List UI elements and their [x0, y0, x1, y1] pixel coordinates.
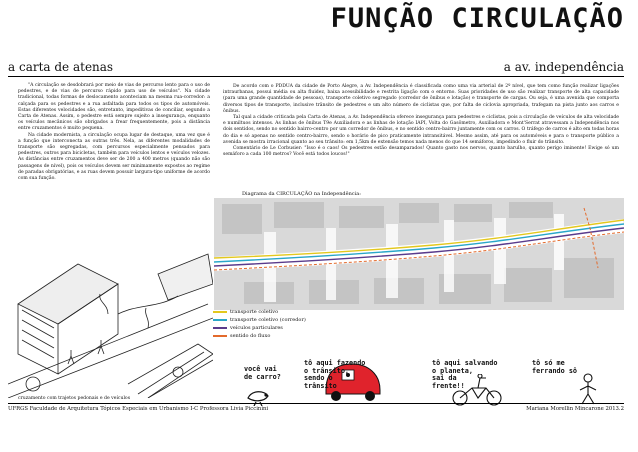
left-paragraph: "A circulação se desdobrará por meio de vias de percurso lento para o uso de pedestres, e de vias de percurso rápido para uso de veículos". Na cidade tradicional, todas formas de deslocamento aconteciam na mesma rua-corredor: a calçada para os pedestres e a rua asfaltada para todos os tipos de automóveis. Estas diferentes velocidades são, entretanto, impeditivas de conciliar, segundo a Carta de Atenas. Assim, o pedestre está sempre sujeito a insegurança, enquanto os veículos mecânicos são obrigados a frear frequentemente, pois a distância entre cruzamentos é muito pequena. — [18, 83, 210, 132]
right-text-column — [223, 84, 619, 158]
diagram-legend — [213, 308, 306, 340]
intersection-sketch — [8, 244, 213, 398]
legend-swatch — [213, 335, 227, 337]
speech-bubble-4: tô só me ferrando sô — [532, 359, 578, 375]
footer-rule — [8, 403, 624, 404]
right-paragraph: Comentário de Le Corbusier: "Isso é o caos! Os pedestres estão desamparados! Quanto gasto nos nervos, quanto barulho, quanto perigo iminente! Ewige só um semáforo a cada 100 metros? Você está todos loucos!" — [223, 146, 619, 158]
legend-item — [213, 308, 306, 316]
right-paragraph: Tal qual a cidade criticada pela Carta de Atenas, a Av. Independência oferece insegurança para pedestres e ciclistas, pois a circulação de veículos de alta velocidade e numiltuos intensos. As linhas de ônibus T9e Auxiliadora e as linhas de lotação IAPI, Volta do Gasômetro, Auxiliadora e Mont'Serrat atravessam a Independência nos dois sentidos, sendo no sentido bairro-centro por um corredor de ônibus, e no sentido centro-bairro juntamente com os carros. O tráfego de carros é alto em todas horas do dia e só apenas no sentido centro-bairro, sendo o horário de pico praticamente intransitável. Mesmo assim, até para os automóveis e para o transporte público a avenida se mostra irracional quanto ao seu trânsito: em 1,5km de extensão temos nada menos do que 14 semáforos, impedindo o fluir do trânsito. — [223, 115, 619, 145]
avenue-map — [214, 198, 624, 310]
footer-author: Mariana Morellin Mincarone 2013.2 — [526, 406, 624, 412]
page-title: FUNÇÃO CIRCULAÇÃO — [330, 3, 624, 34]
pedestrian-figure — [568, 372, 608, 406]
sketch-caption: cruzamento com trajetos pedonais e de veículos — [18, 396, 131, 401]
left-paragraph: Na cidade modernista, a circulação ocupa lugar de destaque, uma vez que é a função que interconecta as outras três. Nela, as diferentes modalidades de transporte são segregadas, com percursos especialmente pensados para pedestres, outros para bicicletas, também para veículos lentos e veículos velozes. As distâncias entre cruzamentos deve ser de 200 a 400 metros (quando não são passagens de nível), pois os veículos devem ser minimamente expostos ao regime de paradas obrigatórias, e as ruas devem possuir largura-tipo uniforme de acordo com sua função. — [18, 132, 210, 182]
subtitle-right: a av. independência — [503, 60, 624, 74]
legend-label: transporte coletivo — [230, 309, 279, 315]
legend-swatch — [213, 327, 227, 329]
legend-swatch — [213, 319, 227, 321]
right-paragraph: De acordo com o PDDUA da cidade de Porto Alegre, a Av. Independência é classificada como uma via arterial de 2º nível, que tem como função realizar ligações intraurbanas, possui média ou alta fluidez, baixa acessibilidade e restrita ligação com o entorno. Suas prioridades de uso são realizar transporte de alta capacidade (para uma grande quantidade de pessoas), transporte coletivo segregado (corredor de ônibus e lotação) e transporte de cargas. Ou seja, é uma avenida que comporta diversos tipos de transporte, inclusive trânsito de pedestres e um alto número de ciclistas que, por falta de ciclovia apropriada, trafegam na pista junto aos carros e ônibus. — [223, 84, 619, 114]
legend-item — [213, 324, 306, 332]
legend-swatch — [213, 311, 227, 313]
legend-label: sentido do fluxo — [230, 333, 271, 339]
diagram-label: Diagrama da CIRCULAÇÃO na Independência: — [242, 191, 361, 197]
legend-item — [213, 332, 306, 340]
subtitle-left: a carta de atenas — [8, 60, 114, 74]
speech-bubble-1: você vai de carro? — [244, 365, 281, 381]
speech-bubble-3: tô aqui salvando o planeta, sai da frente!! — [432, 359, 498, 390]
legend-label: veículos particulares — [230, 325, 283, 331]
legend-label: transporte coletivo (corredor) — [230, 317, 306, 323]
footer-credits: UFRGS Faculdade de Arquitetura Tópicos Especiais em Urbanismo I-C Professora Livia Piccinini — [8, 406, 269, 412]
legend-item — [213, 316, 306, 324]
header-rule — [8, 76, 624, 77]
left-text-column — [18, 83, 210, 182]
speech-bubble-2: tô aqui fazendo o trânsito, sendo o trânsito — [304, 359, 366, 390]
